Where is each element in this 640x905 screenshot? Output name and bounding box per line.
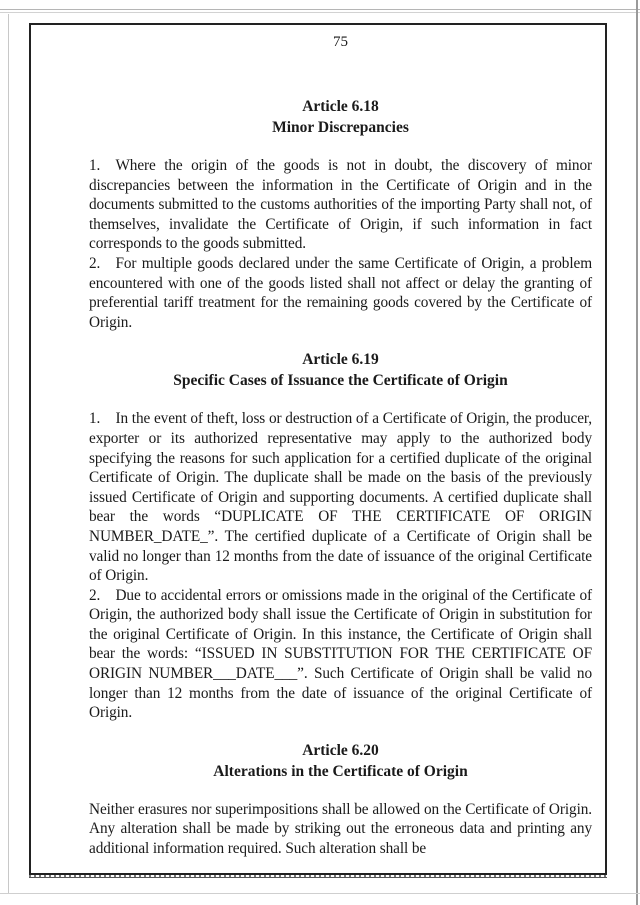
article-number: Article 6.20 bbox=[302, 741, 379, 759]
article-paragraph: 1. Where the origin of the goods is not in doubt, the discovery of minor discrepancies between the information in the Certificate of Origin and in the documents submitted to the customs authorities of the importing Party shall not, of themselves, invalidate the Certificate of Origin, if such information in fact corresponds to the goods submitted. bbox=[89, 157, 592, 253]
article-paragraph: 2. For multiple goods declared under the same Certificate of Origin, a problem encountered with one of the goods listed shall not affect or delay the granting of preferential tariff treatment for the remaining goods covered by the Certificate of Origin. bbox=[89, 254, 592, 331]
scan-edge-left bbox=[8, 14, 9, 894]
article-6-18 bbox=[89, 96, 592, 332]
article-number: Article 6.19 bbox=[302, 351, 379, 369]
article-title: Specific Cases of Issuance the Certificate of Origin bbox=[173, 372, 508, 390]
article-6-20 bbox=[89, 740, 592, 859]
scan-edge-top bbox=[0, 9, 640, 10]
page-border-bottom bbox=[29, 873, 607, 878]
article-title: Minor Discrepancies bbox=[272, 119, 409, 136]
scan-edge-top-inner bbox=[0, 12, 640, 13]
article-6-19 bbox=[89, 349, 592, 723]
scan-edge-bottom bbox=[0, 893, 640, 894]
page-number: 75 bbox=[333, 34, 348, 50]
document-body bbox=[89, 34, 592, 859]
article-paragraph: 2. Due to accidental errors or omissions made in the original of the Certificate of Origin, the authorized body shall issue the Certificate of Origin in substitution for the original Certificate of Origin. In this instance, the Certificate of Origin shall bear the words: “ISSUED IN SUBSTITUTION FOR THE CERTIFICATE OF ORIGIN NUMBER___DATE___”. Such Certificate of Origin shall be valid no longer than 12 months from the date of issuance of the original Certificate of Origin. bbox=[89, 586, 592, 722]
article-paragraph: 1. In the event of theft, loss or destruction of a Certificate of Origin, the producer, exporter or its authorized representative may apply to the authorized body specifying the reasons for such application for a certified duplicate of the original Certificate of Origin. The duplicate shall be made on the basis of the previously issued Certificate of Origin and supporting documents. A certified duplicate shall bear the words “DUPLICATE OF THE CERTIFICATE OF ORIGIN NUMBER_DATE_”. The certified duplicate of a Certificate of Origin shall be valid no longer than 12 months from the date of issuance of the original Certificate of Origin. bbox=[89, 410, 592, 585]
scan-edge-right bbox=[636, 0, 638, 905]
article-title: Alterations in the Certificate of Origin bbox=[213, 762, 468, 780]
article-number: Article 6.18 bbox=[302, 98, 379, 115]
article-paragraph: Neither erasures nor superimpositions shall be allowed on the Certificate of Origin. Any alteration shall be made by striking out the erroneous data and printing any additional information required. Such alteration shall be bbox=[89, 800, 592, 858]
